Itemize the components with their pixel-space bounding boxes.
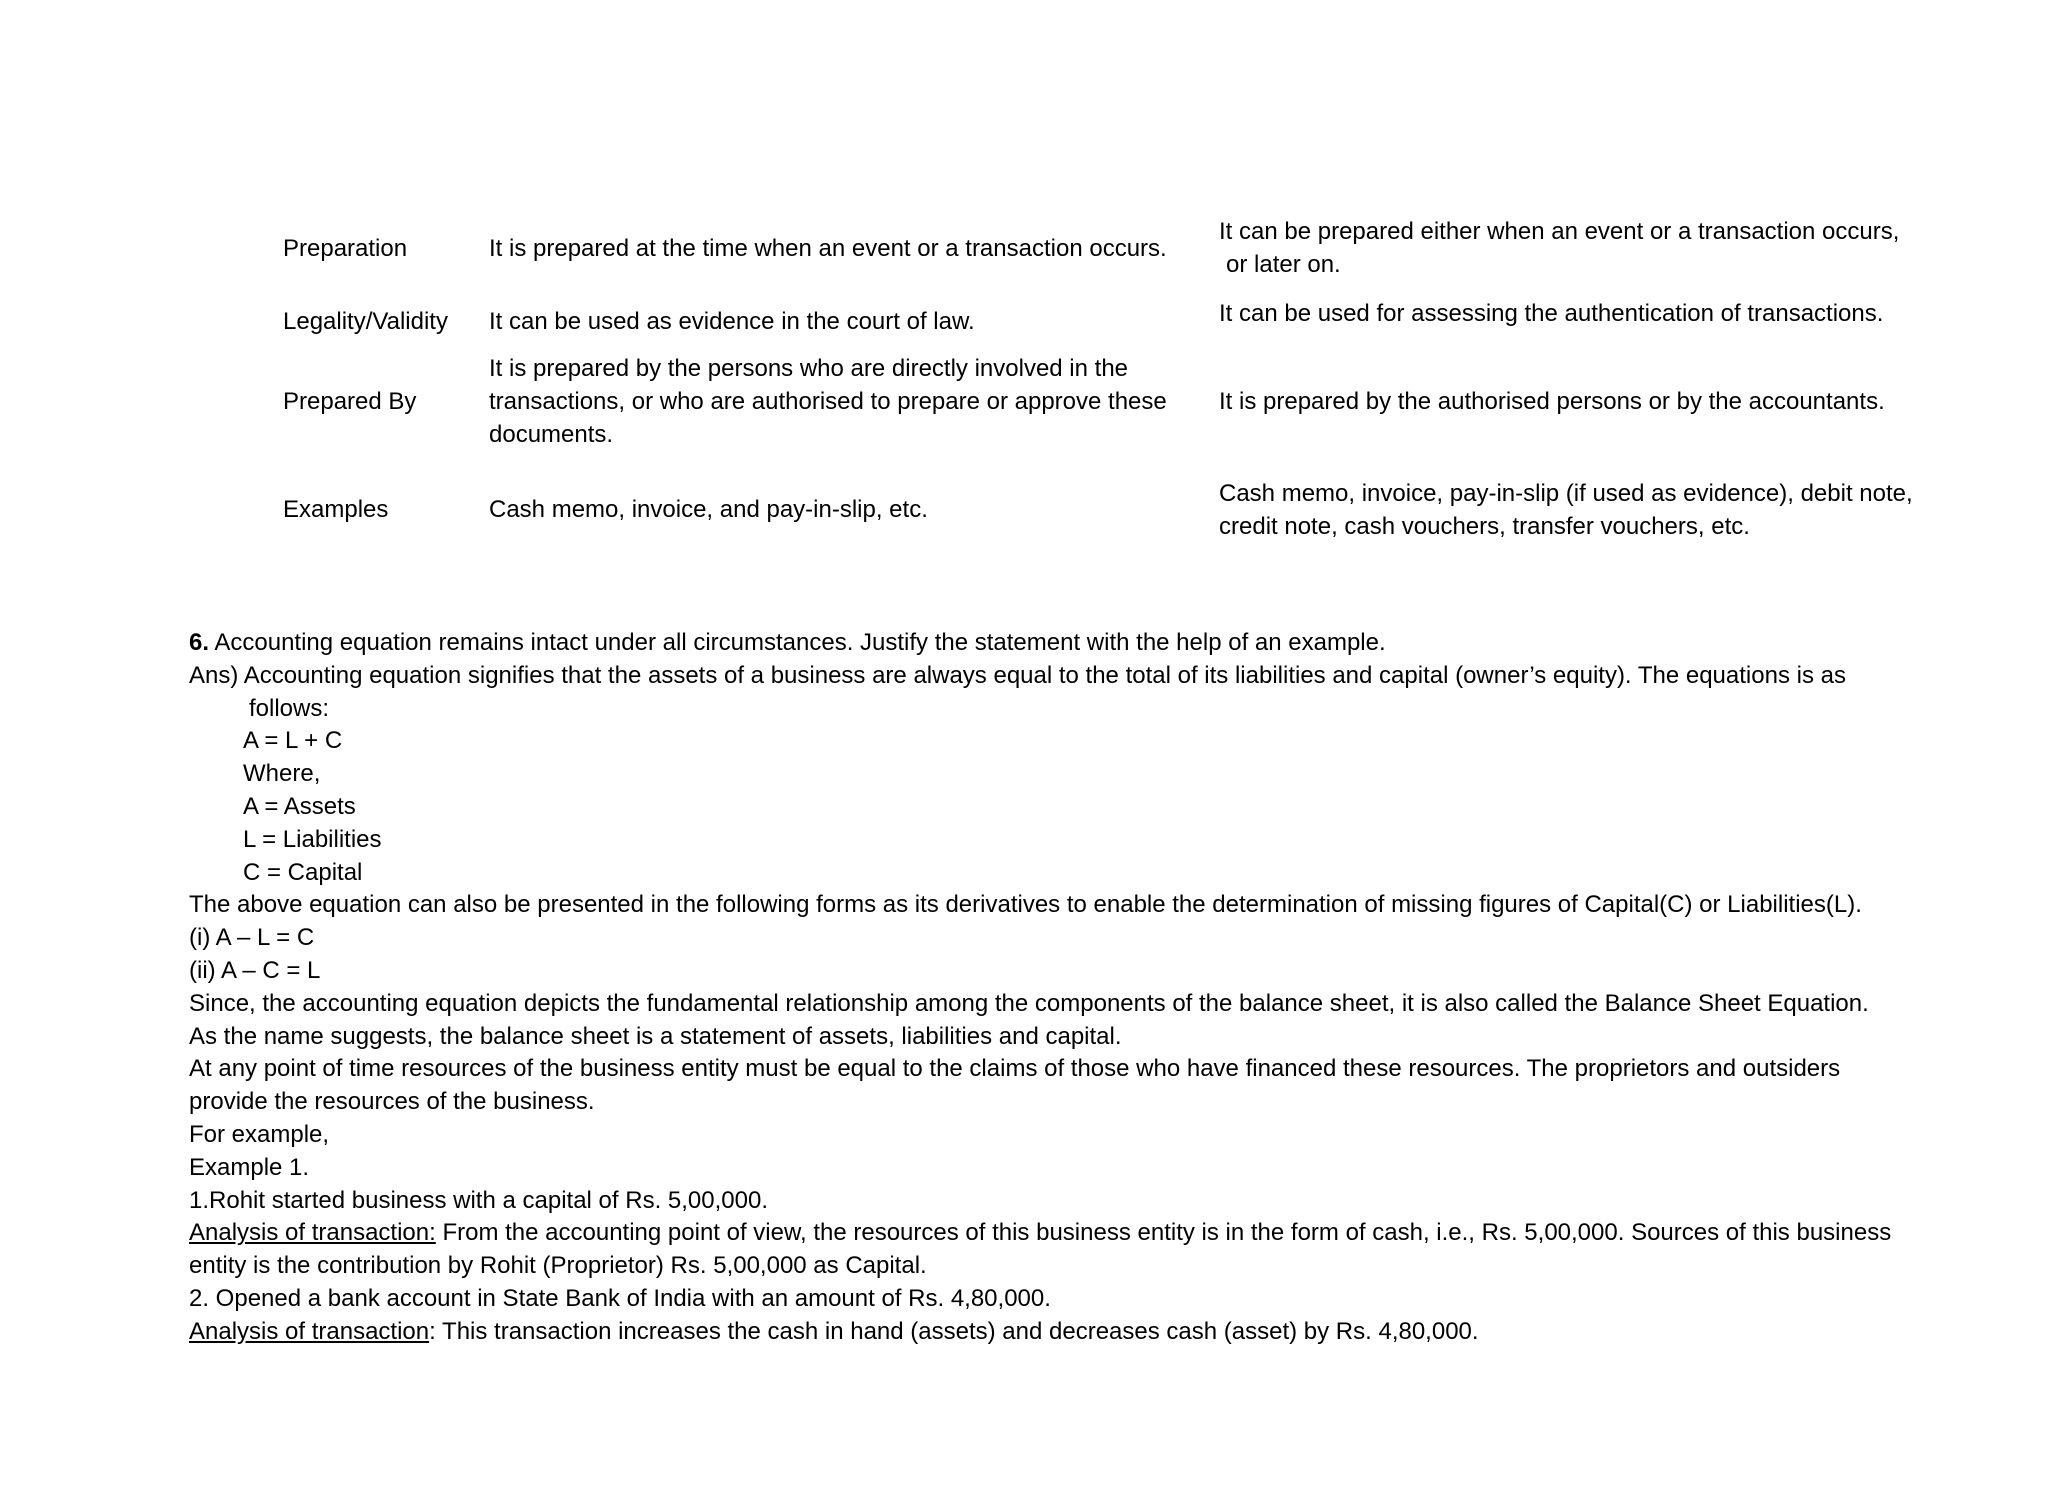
definition-assets: A = Assets bbox=[243, 792, 356, 820]
table-row bbox=[283, 349, 1963, 453]
transaction-2: 2. Opened a bank account in State Bank of India with an amount of Rs. 4,80,000. bbox=[189, 1284, 1051, 1312]
derivative-2: (ii) A – C = L bbox=[189, 956, 321, 984]
analysis-1: Analysis of transaction: From the accounting point of view, the resources of this business entity is in the form of cash, i.e., Rs. 5,00,000. Sources of this business bbox=[189, 1219, 1892, 1247]
definition-liabilities: L = Liabilities bbox=[243, 825, 382, 853]
resources-line-1: At any point of time resources of the business entity must be equal to the claims of those who have financed these resources. The proprietors and outsiders bbox=[189, 1055, 1841, 1083]
row-col2: It can be used as evidence in the court of law. bbox=[489, 308, 975, 335]
analysis-1-cont: entity is the contribution by Rohit (Proprietor) Rs. 5,00,000 as Capital. bbox=[189, 1252, 927, 1280]
where-label: Where, bbox=[243, 760, 321, 788]
transaction-1: 1.Rohit started business with a capital of Rs. 5,00,000. bbox=[189, 1186, 768, 1214]
question-line bbox=[189, 627, 1989, 660]
analysis-2: Analysis of transaction: This transaction increases the cash in hand (assets) and decreases cash (asset) by Rs. 4,80,000. bbox=[189, 1317, 1479, 1345]
row-aspect: Examples bbox=[283, 496, 389, 523]
question-text: Accounting equation remains intact under all circumstances. Justify the statement with the help of an example. bbox=[209, 629, 1386, 656]
row-col2: Cash memo, invoice, and pay-in-slip, etc. bbox=[489, 496, 928, 523]
answer-content bbox=[189, 627, 1989, 1349]
row-col3: It is prepared by the authorised persons or by the accountants. bbox=[1219, 387, 1885, 415]
row-col2: It is prepared by the persons who are directly involved in the transactions, or who are authorised to prepare or approve these documents. bbox=[489, 354, 1167, 448]
answer-intro-cont: follows: bbox=[249, 694, 330, 722]
equation: A = L + C bbox=[243, 727, 343, 755]
for-example: For example, bbox=[189, 1120, 330, 1148]
row-col2: It is prepared at the time when an event or a transaction occurs. bbox=[489, 234, 1167, 262]
answer-intro: Ans) Accounting equation signifies that the assets of a business are always equal to the total of its liabilities and capital (owner’s equity). The equations is as bbox=[189, 661, 1846, 689]
row-aspect: Preparation bbox=[283, 234, 408, 262]
resources-line-2: provide the resources of the business. bbox=[189, 1088, 595, 1116]
comparison-table bbox=[283, 203, 1963, 566]
row-aspect: Prepared By bbox=[283, 387, 417, 415]
analysis-label: Analysis of transaction bbox=[189, 1317, 430, 1345]
analysis-label: Analysis of transaction: bbox=[189, 1219, 436, 1247]
balance-sheet-line-2: As the name suggests, the balance sheet is a statement of assets, liabilities and capital. bbox=[189, 1022, 1122, 1050]
row-aspect: Legality/Validity bbox=[283, 308, 448, 335]
definition-capital: C = Capital bbox=[243, 858, 363, 886]
example-title: Example 1. bbox=[189, 1153, 310, 1181]
question-number: 6. bbox=[189, 629, 210, 656]
table-row bbox=[283, 293, 1963, 349]
row-col3: It can be used for assessing the authentication of transactions. bbox=[1219, 300, 1884, 327]
row-col3: It can be prepared either when an event or a transaction occurs, or later on. bbox=[1219, 218, 1900, 278]
table-row bbox=[283, 453, 1963, 566]
row-col3: Cash memo, invoice, pay-in-slip (if used as evidence), debit note, credit note, cash vouchers, transfer vouchers, etc. bbox=[1219, 479, 1913, 540]
balance-sheet-line-1: Since, the accounting equation depicts the fundamental relationship among the components of the balance sheet, it is also called the Balance Sheet Equation. bbox=[189, 989, 1869, 1017]
derivatives-intro: The above equation can also be presented in the following forms as its derivatives to enable the determination of missing figures of Capital(C) or Liabilities(L). bbox=[189, 891, 1862, 919]
table-row bbox=[283, 203, 1963, 293]
derivative-1: (i) A – L = C bbox=[189, 924, 315, 952]
